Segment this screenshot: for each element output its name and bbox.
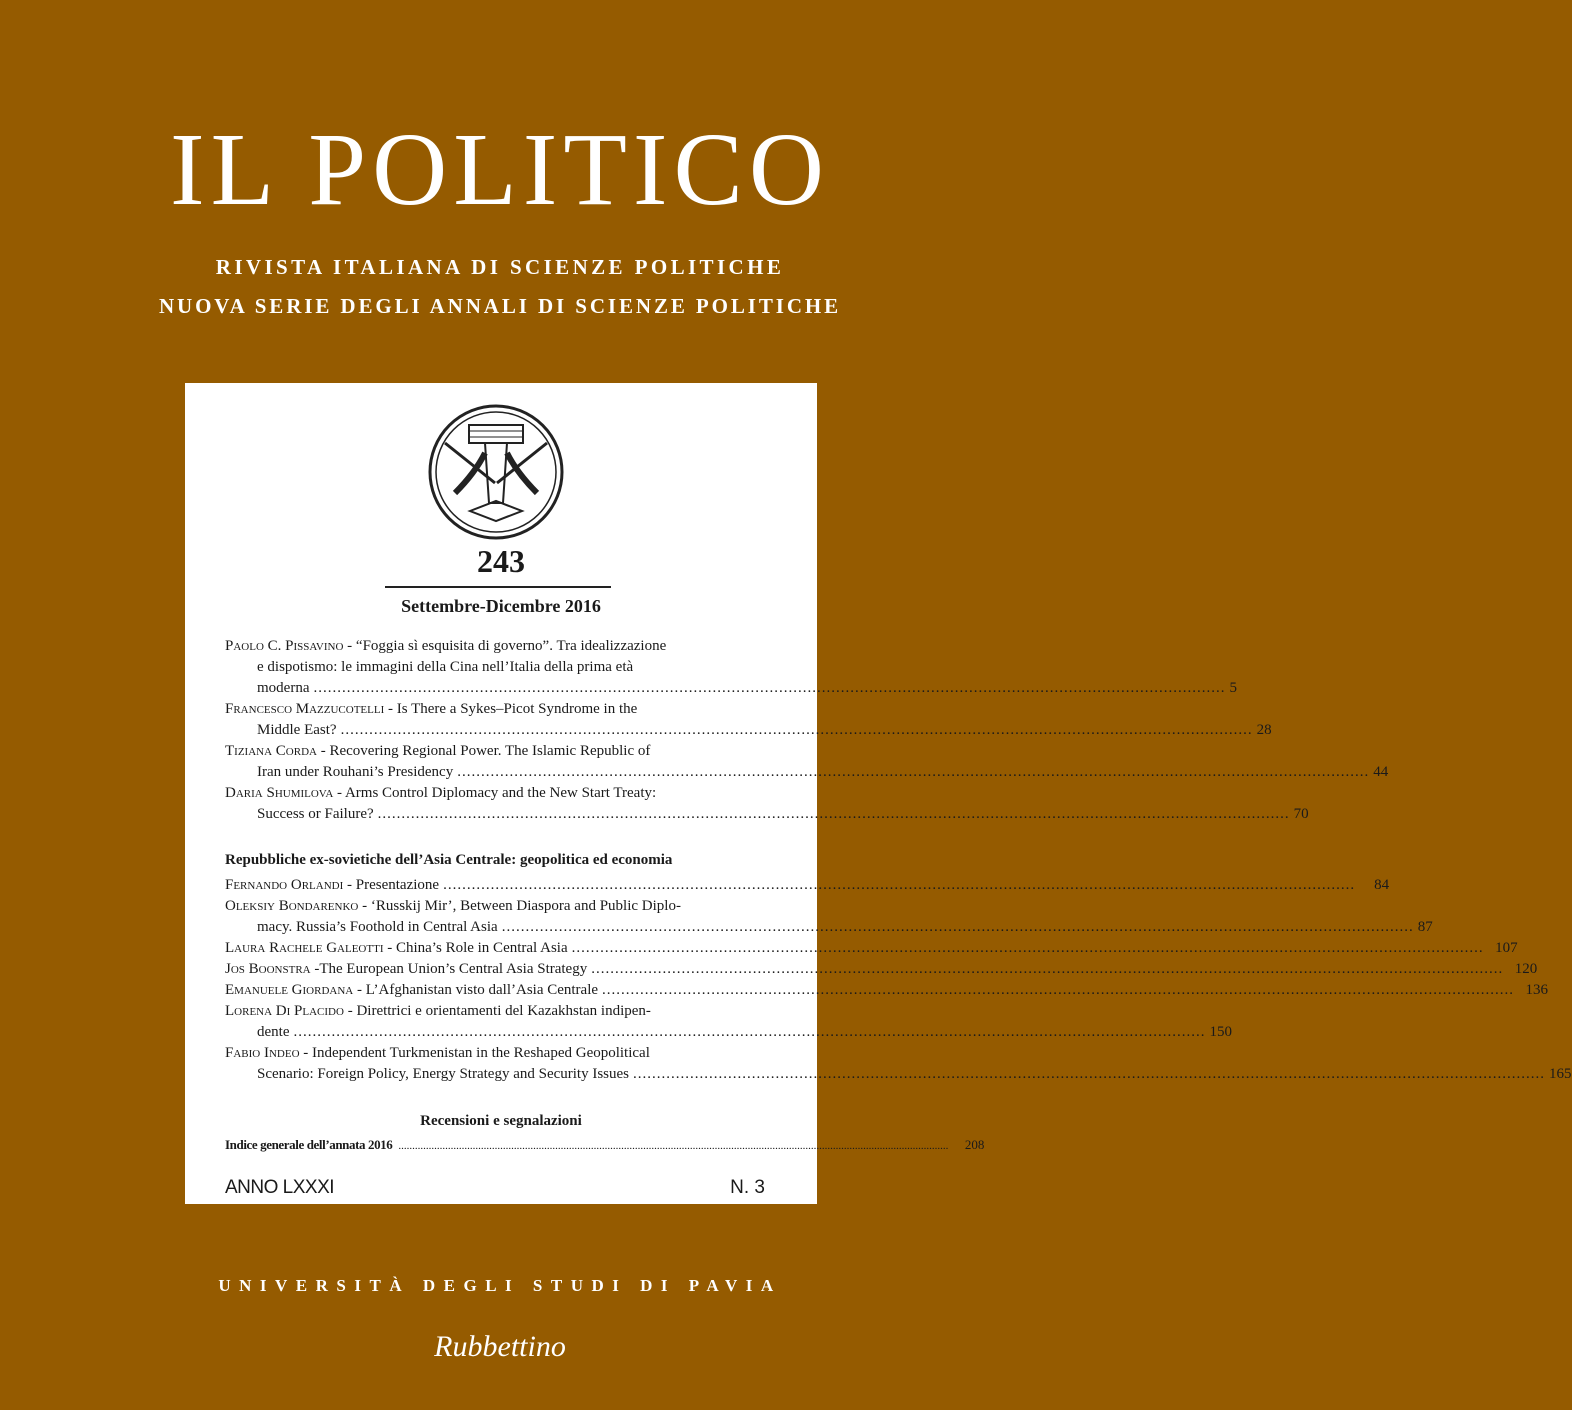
page-number: 70 (1293, 806, 1309, 822)
page-number: 84 (1374, 877, 1390, 893)
page-number: 87 (1417, 919, 1433, 935)
toc-articles (225, 636, 1389, 825)
university-seal-icon (425, 403, 567, 541)
toc-entry[interactable]: Fabio Indeo - Independent Turkmenistan in the Reshaped Geopolitical Scenario: Foreign Policy, Energy Strategy and Security Issues ..... 165 (225, 1043, 765, 1085)
index-entry[interactable]: Indice generale dell’annata 2016 ..... 208 (225, 1137, 767, 1153)
publisher-name: Rubbettino (434, 1330, 566, 1363)
contents-panel (185, 383, 1572, 1204)
toc-entry[interactable]: Paolo C. Pissavino - “Foggia sì esquisita di governo”. Tra idealizzazione e dispotismo: le immagini della Cina nell’Italia della prima età moderna ..... 5 (225, 636, 765, 699)
page-number: 208 (964, 1137, 985, 1152)
page-number: 165 (1549, 1066, 1572, 1082)
journal-subtitle: RIVISTA ITALIANA DI SCIENZE POLITICHE (215, 255, 785, 279)
reviews-heading: Recensioni e segnalazioni (420, 1113, 582, 1129)
toc-entry[interactable]: Fernando Orlandi - Presentazione ..... 84 (225, 875, 765, 896)
toc-entry[interactable]: Oleksiy Bondarenko - ‘Russkij Mir’, Between Diaspora and Public Diplo- macy. Russia’s Foothold in Central Asia ..... 87 (225, 896, 765, 938)
journal-title: IL POLITICO (169, 112, 831, 227)
toc-entry[interactable]: Francesco Mazzucotelli - Is There a Sykes–Picot Syndrome in the Middle East? ..... 28 (225, 699, 765, 741)
page-number: 5 (1229, 680, 1237, 696)
toc-entry[interactable]: Lorena Di Placido - Direttrici e orientamenti del Kazakhstan indipen- dente ..... 150 (225, 1001, 765, 1043)
toc-entry[interactable]: Tiziana Corda - Recovering Regional Power. The Islamic Republic of Iran under Rouhani’s Presidency ..... 44 (225, 741, 765, 783)
issue-no: N. 3 (730, 1177, 765, 1198)
divider (385, 586, 611, 588)
journal-series: NUOVA SERIE DEGLI ANNALI DI SCIENZE POLITICHE (158, 294, 842, 318)
page-number: 136 (1525, 982, 1549, 998)
page-number: 44 (1373, 764, 1389, 780)
volume-year: ANNO LXXXI (225, 1177, 335, 1198)
toc-entry[interactable]: Laura Rachele Galeotti - China’s Role in Central Asia ..... 107 (225, 938, 765, 959)
toc-entry[interactable]: Jos Boonstra -The European Union’s Central Asia Strategy ..... 120 (225, 959, 765, 980)
page-number: 107 (1495, 940, 1518, 956)
section-heading: Repubbliche ex-sovietiche dell’Asia Centrale: geopolitica ed economia (225, 852, 673, 868)
issue-date: Settembre-Dicembre 2016 (401, 596, 601, 616)
page-number: 150 (1209, 1024, 1232, 1040)
toc-entry[interactable]: Daria Shumilova - Arms Control Diplomacy and the New Start Treaty: Success or Failure? ..... 70 (225, 783, 765, 825)
issue-number: 243 (477, 543, 525, 579)
page-number: 120 (1514, 961, 1538, 977)
university-name: UNIVERSITÀ DEGLI STUDI DI PAVIA (218, 1276, 782, 1295)
toc-entry[interactable]: Emanuele Giordana - L’Afghanistan visto dall’Asia Centrale ..... 136 (225, 980, 765, 1001)
toc-section (225, 850, 1572, 1085)
page-number: 28 (1256, 722, 1272, 738)
